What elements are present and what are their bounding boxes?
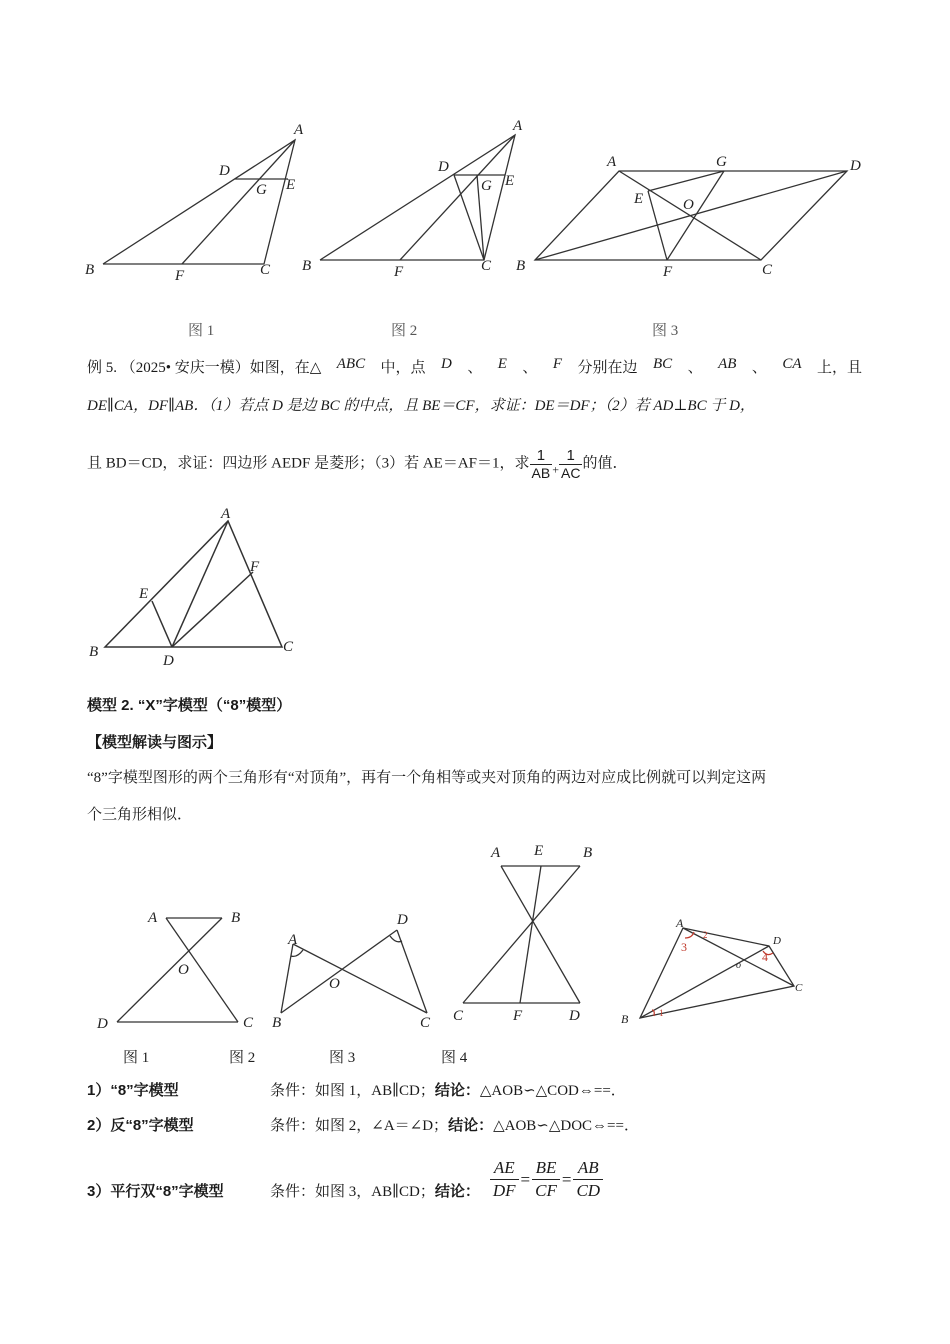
fig2-label-f: F bbox=[394, 264, 404, 280]
fig2-caption: 图 2 bbox=[391, 323, 418, 339]
f3-bc bbox=[463, 866, 580, 1003]
f2-ab bbox=[281, 944, 293, 1013]
frac2-den: AC bbox=[561, 465, 581, 481]
ex5-ad bbox=[172, 521, 228, 647]
fig2-label-b: B bbox=[302, 258, 312, 274]
ex5-label-a: A bbox=[221, 506, 231, 522]
ex5-label-f: F bbox=[250, 559, 260, 575]
bottom-caption-3: 图 3 bbox=[329, 1050, 356, 1066]
fig3-label-b: B bbox=[516, 258, 526, 274]
f2-label-b: B bbox=[272, 1015, 282, 1031]
fraction-1-ac bbox=[559, 447, 582, 481]
item2-concl-label: 结论： bbox=[448, 1117, 494, 1134]
f4-label-o: o bbox=[736, 960, 741, 971]
fig3-label-e: E bbox=[634, 191, 644, 207]
ex5-e: E bbox=[497, 356, 507, 372]
ex5-df bbox=[172, 572, 253, 647]
ex5-bc: BC bbox=[652, 356, 673, 372]
frac-ae-df bbox=[490, 1157, 519, 1202]
plus-sign: + bbox=[552, 462, 559, 477]
f3-label-a: A bbox=[491, 845, 501, 861]
ex5-label-d: D bbox=[163, 653, 174, 669]
f1-label-b: B bbox=[231, 910, 241, 926]
paragraph-line1: “8”字模型图形的两个三角形有“对顶角”，再有一个角相等或夹对顶角的两边对应成比例就可以判定这两 bbox=[87, 770, 767, 786]
f2-label-c: C bbox=[420, 1015, 431, 1031]
example5-line3 bbox=[87, 447, 627, 481]
f4-label-b: B bbox=[621, 1012, 629, 1026]
item2-concl: △AOB∽△DOC⇔==． bbox=[493, 1118, 639, 1134]
item1-cond: 条件：如图 1，AB∥CD； bbox=[270, 1083, 435, 1099]
f4-mark-1: 1 bbox=[659, 1008, 664, 1018]
f4-mark-2: 2 bbox=[703, 930, 708, 940]
ex5-prefix: 例 5. （2025• 安庆一模）如图，在△ bbox=[87, 360, 322, 376]
f1-label-o: O bbox=[178, 962, 189, 978]
model-item-3 bbox=[87, 1157, 603, 1202]
ex5-ab: AB bbox=[718, 356, 737, 372]
fig1-label-f: F bbox=[175, 268, 185, 284]
equals-2: = bbox=[561, 1169, 572, 1189]
f3-ad bbox=[501, 866, 580, 1003]
f1-label-c: C bbox=[243, 1015, 254, 1031]
fig2-label-d: D bbox=[438, 159, 449, 175]
item3-cond: 条件：如图 3，AB∥CD； bbox=[270, 1184, 435, 1200]
ex5-mid2: 分别在边 bbox=[577, 360, 638, 376]
f2-bd bbox=[281, 930, 397, 1013]
frac-cd: CD bbox=[576, 1181, 601, 1200]
fig3-label-c: C bbox=[762, 262, 773, 278]
model-item-2 bbox=[87, 1114, 639, 1135]
f2-label-d: D bbox=[397, 912, 408, 928]
fig3-ac bbox=[619, 171, 761, 260]
fig1-label-a: A bbox=[294, 122, 304, 138]
ex5-abc: ABC bbox=[336, 356, 366, 372]
fig1-label-d: D bbox=[219, 163, 230, 179]
example5-figure bbox=[80, 500, 310, 670]
fig3-caption: 图 3 bbox=[652, 323, 679, 339]
ex5-label-c: C bbox=[283, 639, 294, 655]
frac-cf: CF bbox=[535, 1181, 557, 1200]
f2-label-o: O bbox=[329, 976, 340, 992]
ex5-suffix: 上，且 bbox=[816, 360, 862, 376]
ex5-sep4: 、 bbox=[751, 360, 767, 376]
f4-label-a: A bbox=[676, 916, 684, 930]
bottom-caption-2: 图 2 bbox=[229, 1050, 256, 1066]
fig1-label-b: B bbox=[85, 262, 95, 278]
fig2-label-g: G bbox=[481, 178, 492, 194]
ex5-line3-b: 的值． bbox=[582, 455, 628, 472]
frac-be: BE bbox=[532, 1157, 560, 1180]
ex5-sep2: 、 bbox=[522, 360, 538, 376]
ex5-mid1: 中，点 bbox=[380, 360, 426, 376]
ex5-line3-a: 且 BD＝CD，求证：四边形 AEDF 是菱形；（3）若 AE＝AF＝1，求 bbox=[87, 455, 530, 472]
fig1-label-g: G bbox=[256, 182, 267, 198]
item1-concl: △AOB∽△COD⇔==． bbox=[479, 1083, 626, 1099]
fig3-label-a: A bbox=[607, 154, 617, 170]
model2-title: 模型 2. “X”字模型（“8”模型） bbox=[87, 697, 292, 714]
fig2-label-a: A bbox=[513, 118, 523, 134]
frac-ab-cd bbox=[573, 1157, 603, 1202]
ex5-de bbox=[152, 601, 172, 647]
f1-bd bbox=[117, 918, 222, 1022]
item3-label: 3）平行双“8”字模型 bbox=[87, 1183, 224, 1200]
bottom-caption-4: 图 4 bbox=[441, 1050, 468, 1066]
frac-ab: AB bbox=[573, 1157, 603, 1180]
f3-label-f: F bbox=[513, 1008, 523, 1024]
frac-be-cf bbox=[532, 1157, 560, 1202]
ex5-sep1: 、 bbox=[467, 360, 483, 376]
fig3-ef bbox=[648, 191, 667, 260]
fig1-label-c: C bbox=[260, 262, 271, 278]
f2-angle-a bbox=[291, 950, 303, 956]
item3-formula bbox=[490, 1157, 603, 1202]
f3-label-e: E bbox=[534, 843, 544, 859]
ex5-d: D bbox=[441, 356, 452, 372]
bottom-caption-1: 图 1 bbox=[123, 1050, 150, 1066]
f4-label-c: C bbox=[795, 982, 803, 994]
f3-label-b: B bbox=[583, 845, 593, 861]
ex5-sep3: 、 bbox=[687, 360, 703, 376]
f4-mark-3: 3 bbox=[681, 940, 687, 954]
f1-label-a: A bbox=[148, 910, 158, 926]
fig2-label-c: C bbox=[481, 258, 492, 274]
ex5-f: F bbox=[552, 356, 563, 372]
f4-label-d: D bbox=[773, 935, 781, 947]
frac1-num: 1 bbox=[530, 447, 553, 465]
item3-concl-label: 结论： bbox=[434, 1183, 480, 1200]
example5-line1 bbox=[87, 356, 862, 377]
f4-mark-4: 4 bbox=[762, 950, 768, 964]
ex5-label-e: E bbox=[139, 586, 149, 602]
item1-concl-label: 结论： bbox=[434, 1082, 480, 1099]
item2-cond: 条件：如图 2，∠A＝∠D； bbox=[270, 1118, 449, 1134]
fig1-caption: 图 1 bbox=[188, 323, 215, 339]
f2-ac bbox=[293, 944, 427, 1013]
equals-1: = bbox=[520, 1169, 531, 1189]
section-title: 【模型解读与图示】 bbox=[87, 734, 223, 751]
f3-label-d: D bbox=[569, 1008, 580, 1024]
fig3-label-g: G bbox=[716, 154, 727, 170]
frac2-num: 1 bbox=[559, 447, 582, 465]
f3-label-c: C bbox=[453, 1008, 464, 1024]
fig3-label-d: D bbox=[850, 158, 861, 174]
model-item-1 bbox=[87, 1079, 626, 1100]
fig1-label-e: E bbox=[286, 177, 296, 193]
item2-label: 2）反“8”字模型 bbox=[87, 1117, 194, 1134]
ex5-label-b: B bbox=[89, 644, 99, 660]
f1-label-d: D bbox=[97, 1016, 108, 1032]
fig2-dc bbox=[454, 175, 484, 260]
f2-label-a: A bbox=[288, 932, 298, 948]
fig3-label-f: F bbox=[663, 264, 673, 280]
top-figures bbox=[0, 110, 950, 290]
paragraph-line2: 个三角形相似． bbox=[87, 807, 193, 823]
f3-ef bbox=[520, 866, 541, 1003]
f1-ac bbox=[166, 918, 238, 1022]
item1-label: 1）“8”字模型 bbox=[87, 1082, 179, 1099]
frac1-den: AB bbox=[531, 465, 551, 481]
bottom-figures bbox=[0, 835, 950, 1035]
frac-ae: AE bbox=[490, 1157, 519, 1180]
example5-line2: DE∥CA，DF∥AB．（1）若点 D 是边 BC 的中点，且 BE＝CF，求证：DE＝DF；（2）若 AD⊥BC 于 D， bbox=[87, 398, 755, 414]
ex5-ca: CA bbox=[782, 356, 802, 372]
frac-df: DF bbox=[492, 1181, 516, 1200]
fig2-label-e: E bbox=[505, 173, 515, 189]
fraction-1-ab bbox=[530, 447, 553, 481]
fig3-label-o: O bbox=[683, 197, 694, 213]
